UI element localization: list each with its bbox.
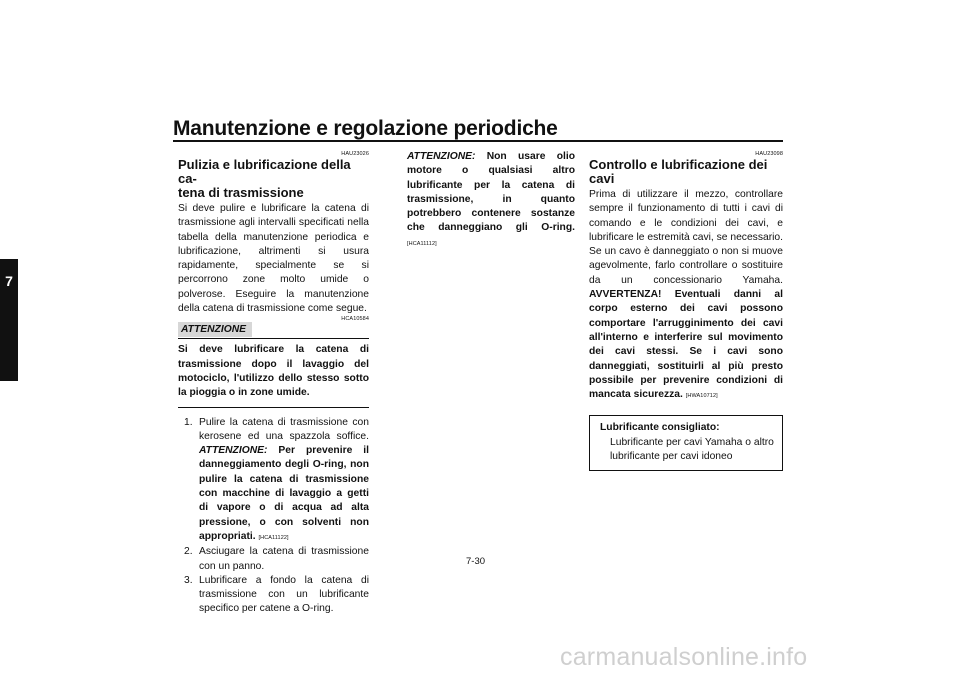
step-text: Asciugare la catena di trasmissione con un panno. xyxy=(199,546,369,572)
steps-list xyxy=(178,416,369,617)
step-number: 1. xyxy=(184,416,193,428)
step-warning-label: ATTENZIONE: xyxy=(199,445,268,457)
middle-column xyxy=(407,150,575,251)
attention-text: Si deve lubrificare la catena di trasmissione dopo il lavaggio del motociclo, l'utilizzo dello stesso sotto la pioggia o in zone umide. xyxy=(178,343,369,407)
middle-warning xyxy=(407,150,575,251)
left-column xyxy=(178,150,369,617)
middle-warning-label: ATTENZIONE: xyxy=(407,151,476,162)
header-rule xyxy=(173,140,783,142)
warning-code: [HWA10712] xyxy=(685,393,718,400)
step-text: Pulire la catena di trasmissione con kerosene ed una spazzola soffice. xyxy=(199,416,369,442)
step-number: 2. xyxy=(184,546,193,558)
step-number: 3. xyxy=(184,574,193,586)
list-item xyxy=(178,416,369,546)
chapter-number: 7 xyxy=(5,273,13,289)
step-text: Lubrificare a fondo la catena di trasmissione con un lubrificante specifico per catene a O-ring. xyxy=(199,574,369,615)
section-code: HAU23098 xyxy=(755,151,783,157)
lubricant-text: Lubrificante per cavi Yamaha o altro lubrificante per cavi idoneo xyxy=(610,436,774,463)
step-warning-code: [HCA11122] xyxy=(258,534,289,541)
list-item xyxy=(178,574,369,617)
section-body-text: Prima di utilizzare il mezzo, controllare sempre il funzionamento di tutti i cavi di comando e le condizioni dei cavi, e lubrificare le estremità cavi, se necessario. Se un cavo è danneggiato o non si muove agevolmente, farlo controllare o sostituire da un concessionario Yamaha. xyxy=(589,189,784,286)
page-header-title: Manutenzione e regolazione periodiche xyxy=(173,117,558,140)
section-title: Controllo e lubrificazione dei cavi xyxy=(589,157,768,186)
attention-header xyxy=(178,316,369,339)
page-number: 7-30 xyxy=(466,556,486,567)
step-warning-text: Per prevenire il danneggiamento degli O-ring, non pulire la catena di trasmissione con macchine di lavaggio a getti di vapore o di acqua ad alta pressione, o con solventi non appropriati. xyxy=(199,445,369,542)
lubricant-title: Lubrificante consigliato: xyxy=(600,422,720,434)
list-item xyxy=(178,545,369,574)
section-body xyxy=(589,188,783,403)
section-code: HAU23026 xyxy=(341,151,369,157)
section-title-line2: tena di trasmissione xyxy=(178,185,304,200)
section-title-line1: Pulizia e lubrificazione della ca- xyxy=(178,157,351,186)
warning-label: AVVERTENZA! xyxy=(589,289,662,301)
attention-label: ATTENZIONE xyxy=(178,322,252,337)
attention-code: HCA10584 xyxy=(341,316,369,323)
middle-warning-text: Non usare olio motore o qualsiasi altro lubrificante per la catena di trasmissione, in quanto potrebbero contenere sostanze che danneggiano gli O-ring. xyxy=(407,151,575,234)
right-column xyxy=(589,150,783,471)
middle-warning-code: [HCA11112] xyxy=(407,240,437,247)
watermark: carmanualsonline.info xyxy=(560,643,808,671)
lubricant-box xyxy=(589,415,783,471)
chapter-tab xyxy=(0,259,18,381)
warning-text: Eventuali danni al corpo esterno dei cavi possono comportare l'arrugginimento dei cavi all'interno e interferire sul movimento dei cavi stessi. Se i cavi sono danneggiati, sostituirli al più presto possibile per prevenire condizioni di mancata sicurezza. xyxy=(589,289,783,401)
section-title xyxy=(178,158,369,200)
section-intro: Si deve pulire e lubrificare la catena di trasmissione agli intervalli specificati nella tabella della manutenzione periodica e lubrificazione, altrimenti si usura rapidamente, specialmente se si percorrono zone molto umide o polverose. Eseguire la manutenzione della catena di trasmissione come segue. xyxy=(178,203,369,315)
